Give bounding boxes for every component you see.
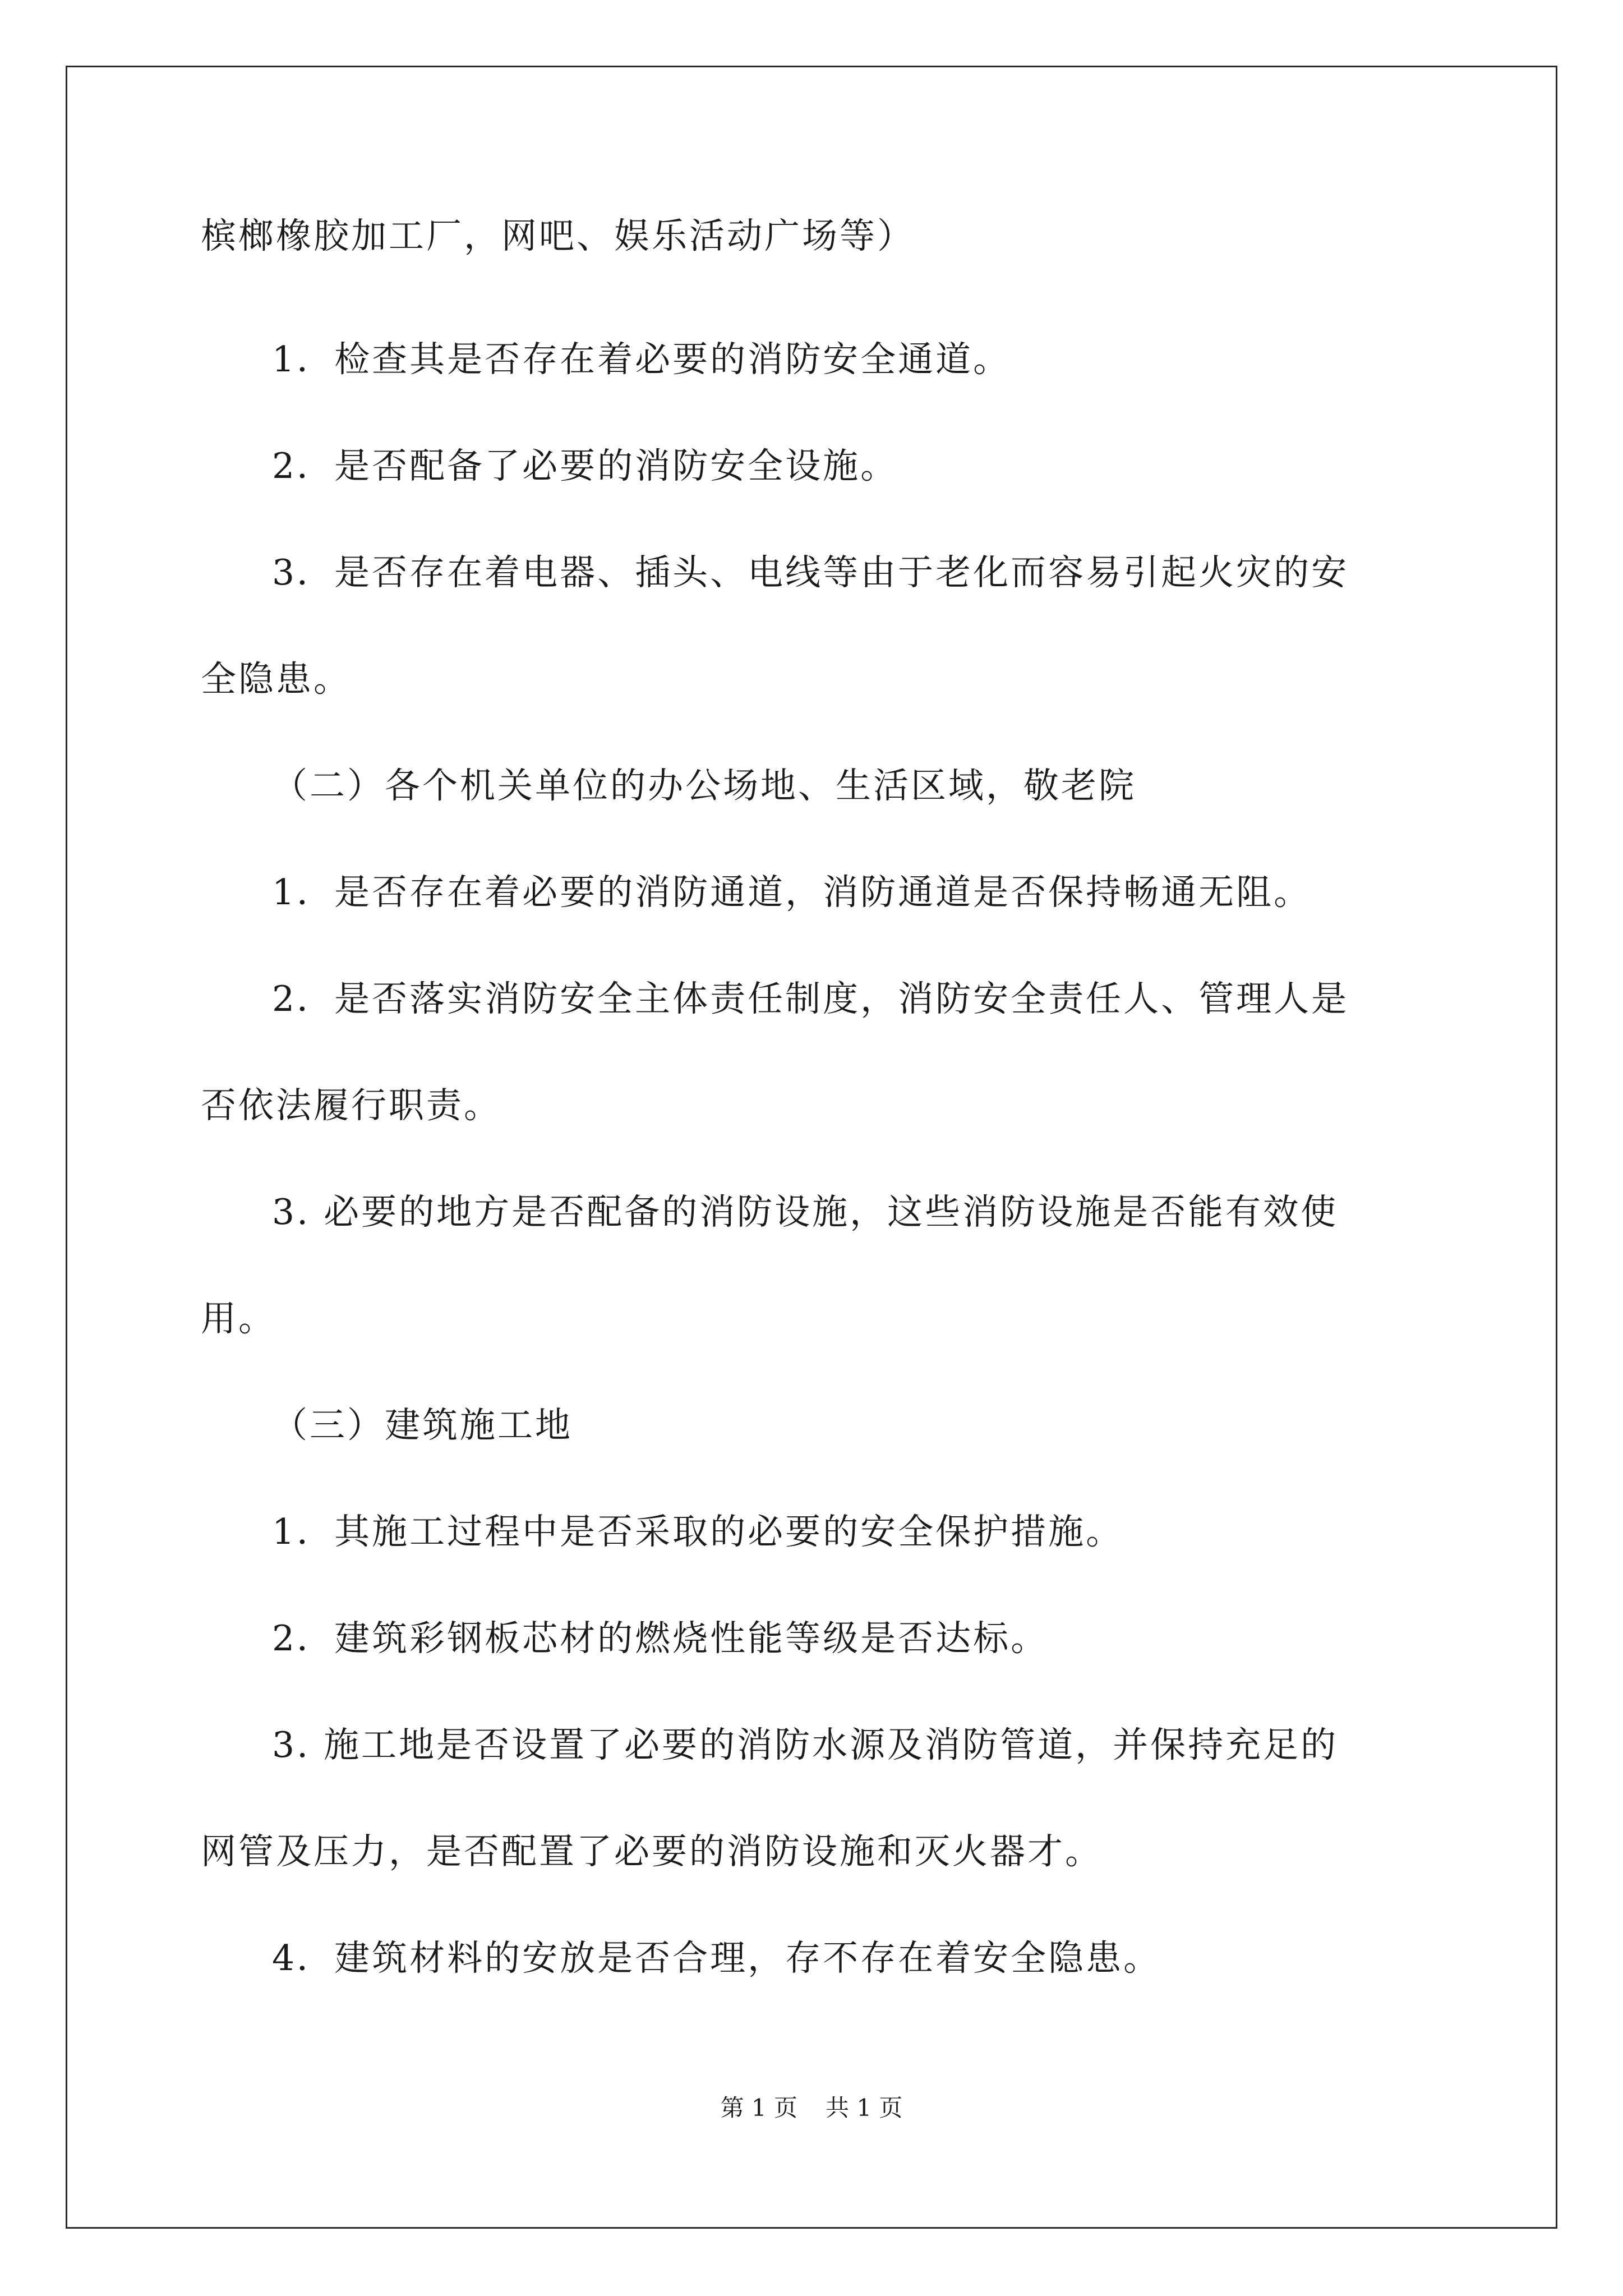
paragraph-line: 2．建筑彩钢板芯材的燃烧性能等级是否达标。 — [272, 1618, 1049, 1659]
section-heading: （三）建筑施工地 — [272, 1405, 573, 1446]
paragraph-line: 3. 施工地是否设置了必要的消防水源及消防管道，并保持充足的 — [272, 1724, 1339, 1765]
page-footer — [0, 2091, 1623, 2125]
paragraph-line: 用。 — [201, 1298, 276, 1339]
paragraph-line: 4．建筑材料的安放是否合理，存不存在着安全隐患。 — [272, 1938, 1161, 1978]
paragraph-line: 网管及压力，是否配置了必要的消防设施和灭火器才。 — [201, 1831, 1103, 1872]
paragraph-line: 3. 必要的地方是否配备的消防设施，这些消防设施是否能有效使 — [272, 1191, 1339, 1232]
section-heading: （二）各个机关单位的办公场地、生活区域，敬老院 — [272, 765, 1136, 806]
page-border — [66, 66, 1557, 2229]
paragraph-line: 槟榔橡胶加工厂，网吧、娱乐活动广场等） — [201, 215, 915, 256]
paragraph-line: 1．检查其是否存在着必要的消防安全通道。 — [272, 339, 1011, 380]
paragraph-line: 3．是否存在着电器、插头、电线等由于老化而容易引起火灾的安 — [272, 552, 1349, 593]
paragraph-line: 全隐患。 — [201, 659, 351, 700]
page-total: 共 1 页 — [826, 2094, 903, 2122]
paragraph-line: 1．是否存在着必要的消防通道，消防通道是否保持畅通无阻。 — [272, 872, 1312, 913]
paragraph-line: 1．其施工过程中是否采取的必要的安全保护措施。 — [272, 1511, 1124, 1552]
paragraph-line: 2．是否配备了必要的消防安全设施。 — [272, 445, 898, 486]
paragraph-line: 否依法履行职责。 — [201, 1085, 501, 1126]
paragraph-line: 2．是否落实消防安全主体责任制度，消防安全责任人、管理人是 — [272, 978, 1349, 1019]
page-number: 第 1 页 — [720, 2094, 797, 2122]
